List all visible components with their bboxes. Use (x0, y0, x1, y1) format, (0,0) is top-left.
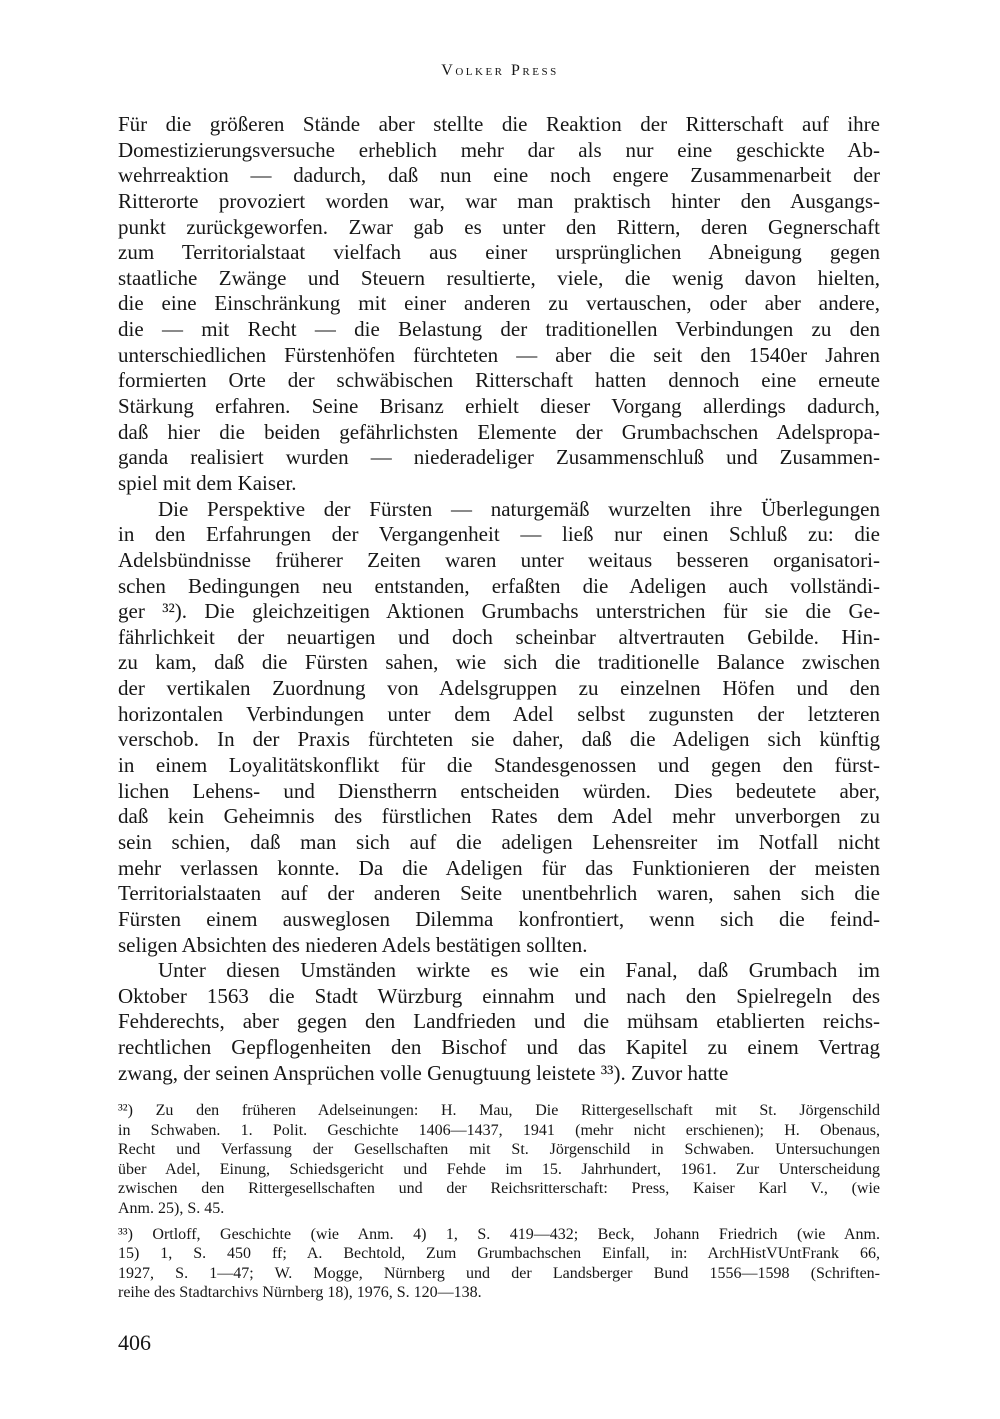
text-line: zu kam, daß die Fürsten sahen, wie sich die traditionelle Balance zwischen (118, 650, 880, 675)
paragraph (118, 497, 880, 959)
text-line: staatliche Zwänge und Steuern resultierte, viele, die wenig davon hielten, (118, 265, 880, 290)
text-line: sein schien, daß man sich auf die adeligen Lehensreiter im Notfall nicht (118, 829, 880, 854)
paragraph (118, 112, 880, 497)
footnote (118, 1101, 880, 1219)
text-line: seligen Absichten des niederen Adels bestätigen sollten. (118, 932, 588, 957)
text-line: punkt zurückgeworfen. Zwar gab es unter den Rittern, deren Gegnerschaft (118, 214, 880, 239)
text-line: Territorialstaaten auf der anderen Seite unentbehrlich waren, sahen sich die (118, 881, 880, 906)
text-line: unterschiedlichen Fürstenhöfen fürchteten — aber die seit den 1540er Jahren (118, 342, 880, 367)
text-line: rechtlichen Gepflogenheiten den Bischof und das Kapitel zu einem Vertrag (118, 1035, 880, 1060)
footnote-line: 1927, S. 1—47; W. Mogge, Nürnberg und der Landsberger Bund 1556—1598 (Schriften- (118, 1264, 880, 1282)
text-line: zwang, der seinen Ansprüchen volle Genugtuung leistete ³³). Zuvor hatte (118, 1060, 729, 1085)
paragraph (118, 958, 880, 1086)
text-line: Die Perspektive der Fürsten — naturgemäß wurzelten ihre Überlegungen (158, 496, 880, 521)
footnote-line: reihe des Stadtarchivs Nürnberg 18), 1976, S. 120—138. (118, 1284, 482, 1302)
text-line: Fürsten einem ausweglosen Dilemma konfrontiert, wenn sich die feind- (118, 906, 880, 931)
text-line: ganda realisiert wurden — niederadeliger Zusammenschluß und Zusammen- (118, 445, 880, 470)
text-line: die — mit Recht — die Belastung der traditionellen Verbindungen zu den (118, 317, 880, 342)
text-line: schen Bedingungen neu entstanden, erfaßten die Adeligen auch vollständi- (118, 573, 880, 598)
footnote-line: 15) 1, S. 450 ff; A. Bechtold, Zum Grumbachschen Einfall, in: ArchHistVUntFrank 66, (118, 1245, 880, 1263)
text-line: Unter diesen Umständen wirkte es wie ein Fanal, daß Grumbach im (158, 958, 880, 983)
text-line: in den Erfahrungen der Vergangenheit — ließ nur einen Schluß zu: die (118, 522, 880, 547)
running-head: Volker Press (441, 62, 559, 79)
footnote-line: über Adel, Einung, Schiedsgericht und Fehde im 15. Jahrhundert, 1961. Zur Unterscheidung (118, 1160, 880, 1178)
footnote (118, 1225, 880, 1303)
footnote-line: Anm. 25), S. 45. (118, 1199, 225, 1217)
text-line: fährlichkeit der neuartigen und doch scheinbar altvertrauten Gebilde. Hin- (118, 624, 880, 649)
footnote-line: Recht und Verfassung der Gesellschaften mit St. Jörgenschild in Schwaben. Untersuchungen (118, 1141, 880, 1159)
text-line: Oktober 1563 die Stadt Würzburg einnahm und nach den Spielregeln des (118, 983, 880, 1008)
text-line: daß hier die beiden gefährlichsten Elemente der Grumbachschen Adelspropa- (118, 419, 880, 444)
footnotes (118, 1101, 880, 1303)
text-line: horizontalen Verbindungen unter dem Adel selbst zugunsten der letzteren (118, 701, 880, 726)
footnote-line: ³²) Zu den früheren Adelseinungen: H. Mau, Die Rittergesellschaft mit St. Jörgenschild (118, 1102, 880, 1119)
page-number: 406 (118, 1330, 151, 1355)
text-line: Stärkung erfahren. Seine Brisanz erhielt dieser Vorgang allerdings dadurch, (118, 394, 880, 419)
text-line: in einem Loyalitätskonflikt für die Standesgenossen und gegen den fürst- (118, 753, 880, 778)
footnote-line: in Schwaben. 1. Polit. Geschichte 1406—1437, 1941 (mehr nicht erschienen); H. Obenaus, (118, 1121, 880, 1139)
text-line: der vertikalen Zuordnung von Adelsgruppen zu einzelnen Höfen und den (118, 676, 880, 701)
text-line: spiel mit dem Kaiser. (118, 470, 297, 495)
text-line: daß kein Geheimnis des fürstlichen Rates dem Adel mehr unverborgen zu (118, 804, 880, 829)
text-line: Ritterorte provoziert worden war, war man praktisch hinter den Ausgangs- (118, 188, 880, 213)
text-line: Fehderechts, aber gegen den Landfrieden und die mühsam etablierten reichs- (118, 1009, 880, 1034)
text-line: formierten Orte der schwäbischen Ritterschaft hatten dennoch eine erneute (118, 368, 880, 393)
text-line: Adelsbündnisse früherer Zeiten waren unter weitaus besseren organisatori- (118, 547, 880, 572)
body-text (118, 112, 880, 1086)
text-line: verschob. In der Praxis fürchteten sie daher, daß die Adeligen sich künftig (118, 727, 880, 752)
text-line: zum Territorialstaat vielfach aus einer ursprünglichen Abneigung gegen (118, 240, 880, 265)
text-line: Für die größeren Stände aber stellte die Reaktion der Ritterschaft auf ihre (118, 112, 880, 136)
text-line: Domestizierungsversuche erheblich mehr dar als nur eine geschickte Ab- (118, 137, 880, 162)
footnote-line: zwischen den Rittergesellschaften und der Reichsritterschaft: Press, Kaiser Karl V., (wie (118, 1180, 880, 1198)
footnote-line: ³³) Ortloff, Geschichte (wie Anm. 4) 1, S. 419—432; Beck, Johann Friedrich (wie Anm. (118, 1225, 880, 1243)
text-line: ger ³²). Die gleichzeitigen Aktionen Grumbachs unterstrichen für sie die Ge- (118, 599, 880, 624)
text-line: wehrreaktion — dadurch, daß nun eine noch engere Zusammenarbeit der (118, 163, 880, 188)
text-line: lichen Lehens- und Dienstherrn entscheiden würden. Dies bedeutete aber, (118, 778, 880, 803)
text-line: die eine Einschränkung mit einer anderen zu vertauschen, oder aber andere, (118, 291, 880, 316)
text-line: mehr verlassen konnte. Da die Adeligen für das Funktionieren der meisten (118, 855, 880, 880)
